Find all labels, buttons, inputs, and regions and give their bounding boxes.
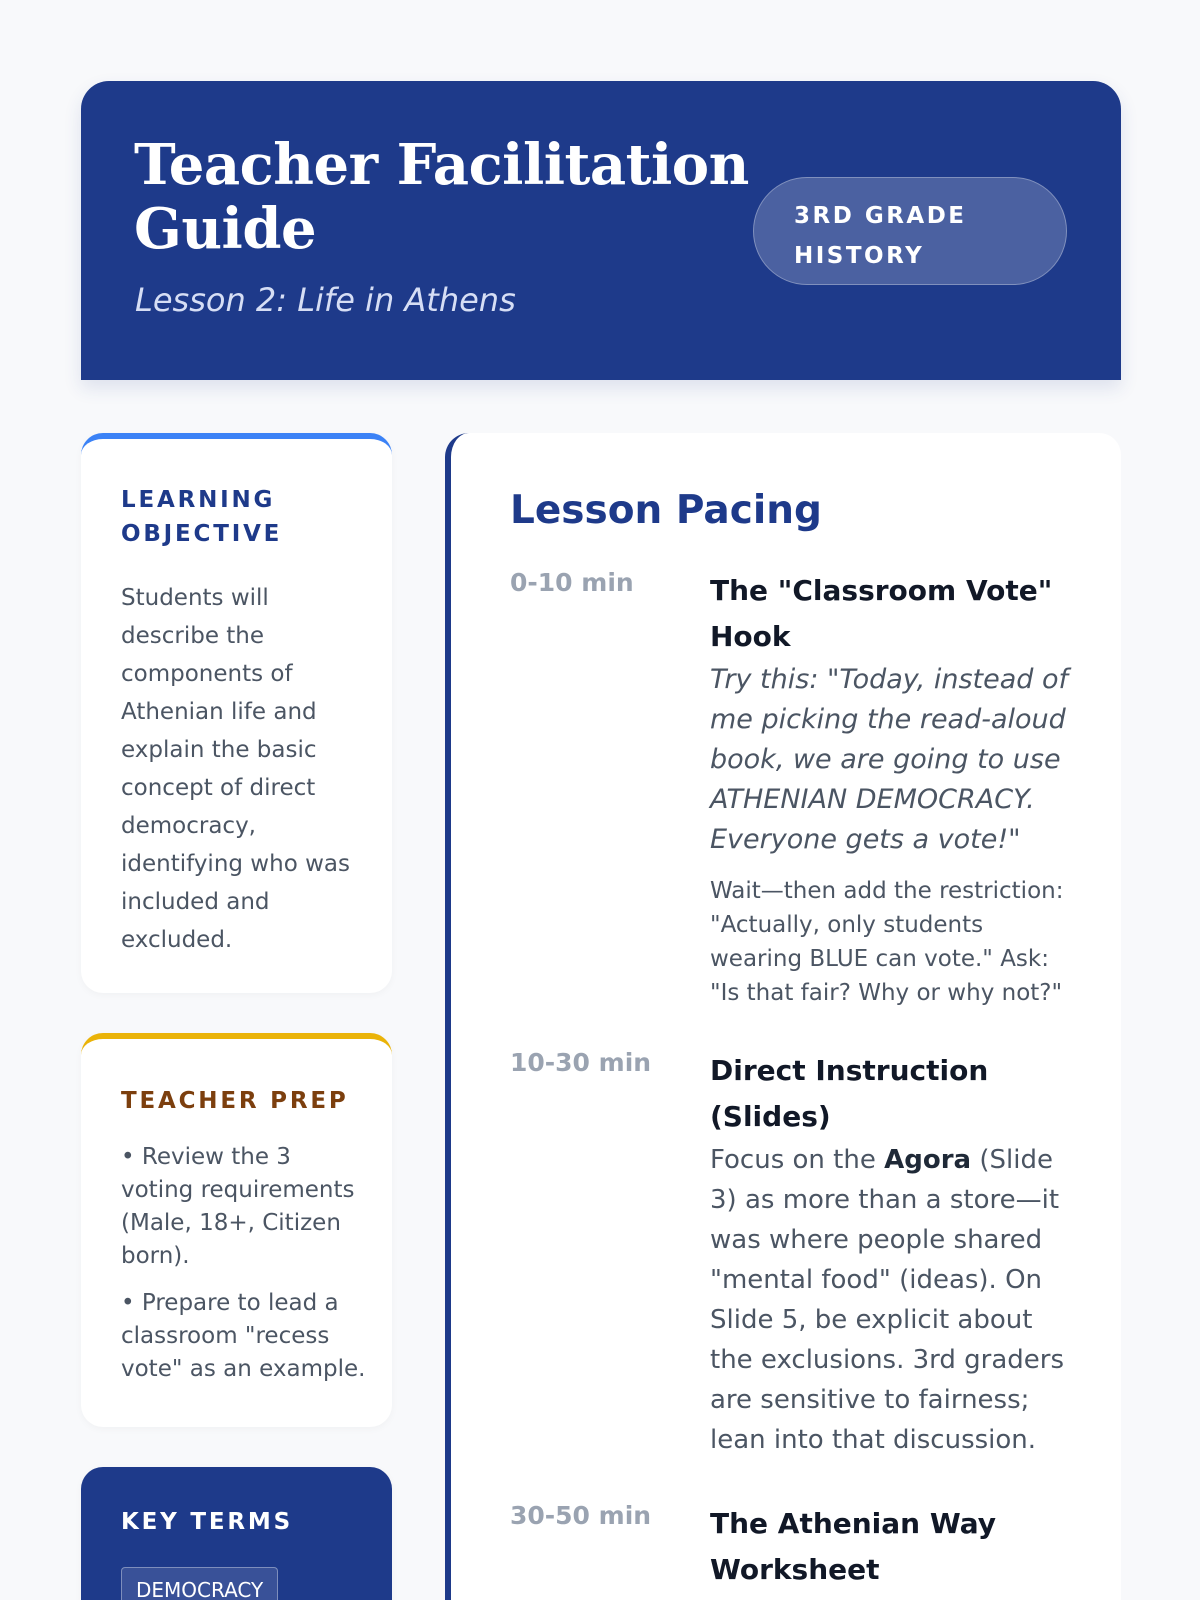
learning-objective-card	[81, 433, 392, 993]
prep-item: • Prepare to lead a classroom "recess vote" as an example.	[121, 1290, 366, 1382]
phase-time: 0-10 min	[510, 568, 634, 597]
lesson-subtitle: Lesson 2: Life in Athens	[135, 281, 516, 319]
phase-body	[710, 1048, 1080, 1460]
phase-time: 10-30 min	[510, 1048, 652, 1077]
phase-time: 30-50 min	[510, 1501, 652, 1530]
phase-note: Wait—then add the restriction: "Actually, only students wearing BLUE can vote." Ask: "Is that fair? Why or why not?"	[710, 878, 1064, 1006]
prep-list	[121, 1141, 366, 1400]
guide-header	[81, 81, 1121, 380]
phase-title: Direct Instruction (Slides)	[710, 1054, 989, 1133]
objective-heading: LEARNING OBJECTIVE	[121, 487, 283, 547]
phase-description	[710, 1140, 1080, 1460]
objective-text: Students will describe the components of Athenian life and explain the basic concept of direct democracy, identifying who was included and excluded.	[121, 585, 350, 953]
phase-text-start: Focus on the	[710, 1145, 885, 1175]
phase-title: The "Classroom Vote" Hook	[710, 574, 1053, 653]
agora-term: Agora	[884, 1145, 972, 1175]
phase-title: The Athenian Way Worksheet	[710, 1507, 997, 1586]
key-terms-card	[81, 1467, 392, 1600]
lesson-pacing-panel	[445, 433, 1121, 1600]
teacher-prep-card	[81, 1033, 392, 1427]
phase-body	[710, 1501, 1080, 1593]
phase-body	[710, 568, 1080, 1010]
prep-item: • Review the 3 voting requirements (Male, 18+, Citizen born).	[121, 1144, 355, 1269]
term-chip: DEMOCRACY	[121, 1567, 278, 1600]
phase-script-quote: Try this: "Today, instead of me picking the read-aloud book, we are going to use ATHENIAN DEMOCRACY. Everyone gets a vote!"	[710, 664, 1069, 855]
prep-heading: TEACHER PREP	[121, 1088, 349, 1114]
page-title: Teacher Facilitation Guide	[134, 132, 749, 262]
pacing-title: Lesson Pacing	[510, 488, 822, 533]
key-terms-heading: KEY TERMS	[121, 1509, 293, 1535]
phase-text-rest: (Slide 3) as more than a store—it was where people shared "mental food" (ideas). On Slide 5, be explicit about the exclusions. 3rd graders are sensitive to fairness; lean into that discussion.	[710, 1145, 1065, 1455]
grade-badge: 3RD GRADE HISTORY	[753, 177, 1067, 285]
